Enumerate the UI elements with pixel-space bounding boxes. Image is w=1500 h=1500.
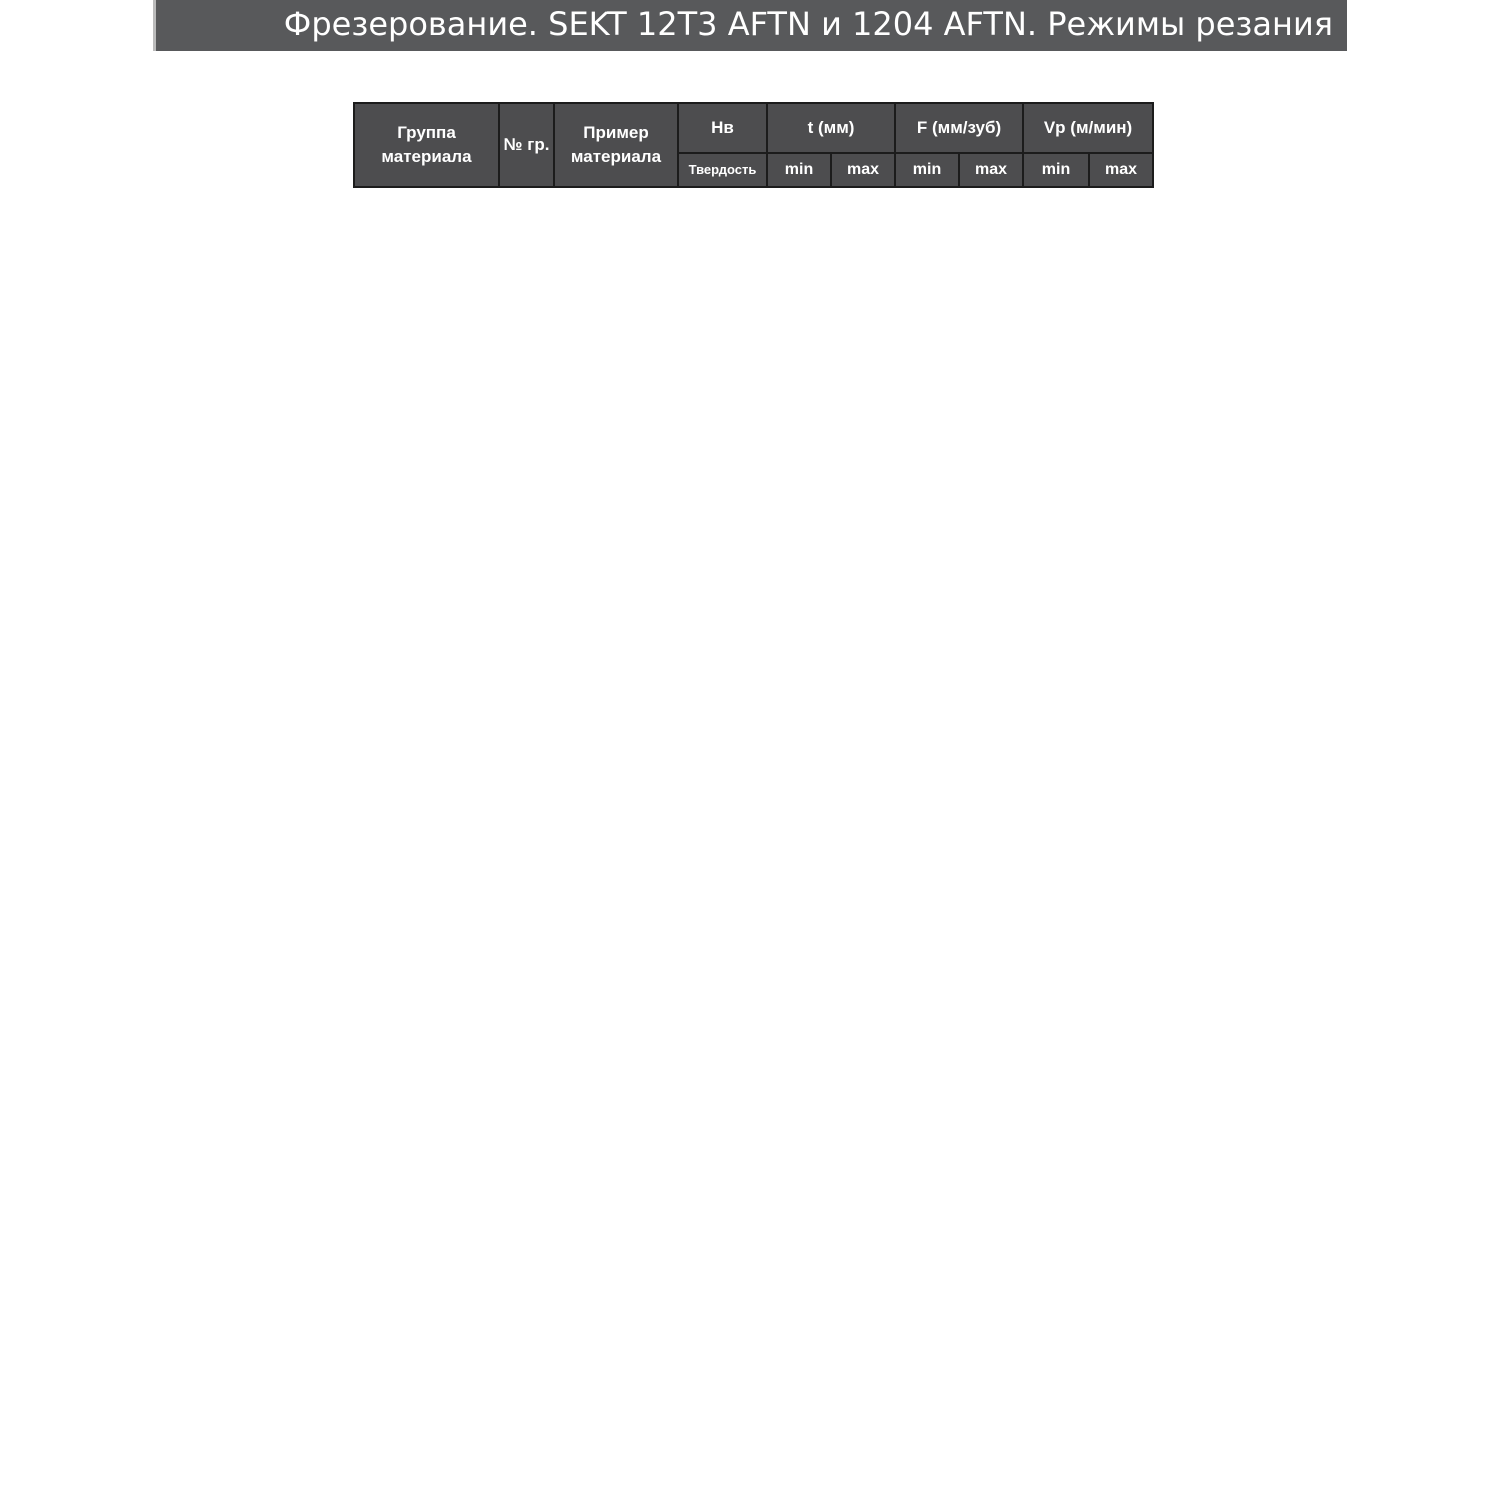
header-hardness: Твердость [678,153,767,187]
header-vp-min: min [1023,153,1089,187]
header-group: Группа материала [354,103,499,187]
page-title: Фрезерование. SEKT 12T3 AFTN и 1204 AFTN. Режимы резания [153,0,1347,51]
header-f-min: min [895,153,959,187]
header-f: F (мм/зуб) [895,103,1023,153]
header-t-min: min [767,153,831,187]
cutting-modes-table [353,102,1154,188]
header-num: № гр. [499,103,554,187]
header-vp-max: max [1089,153,1153,187]
header-vp: Vp (м/мин) [1023,103,1153,153]
header-t-max: max [831,153,895,187]
header-example: Пример материала [554,103,678,187]
header-row-top [354,103,1153,153]
header-hb: Нв [678,103,767,153]
header-t: t (мм) [767,103,895,153]
header-f-max: max [959,153,1023,187]
